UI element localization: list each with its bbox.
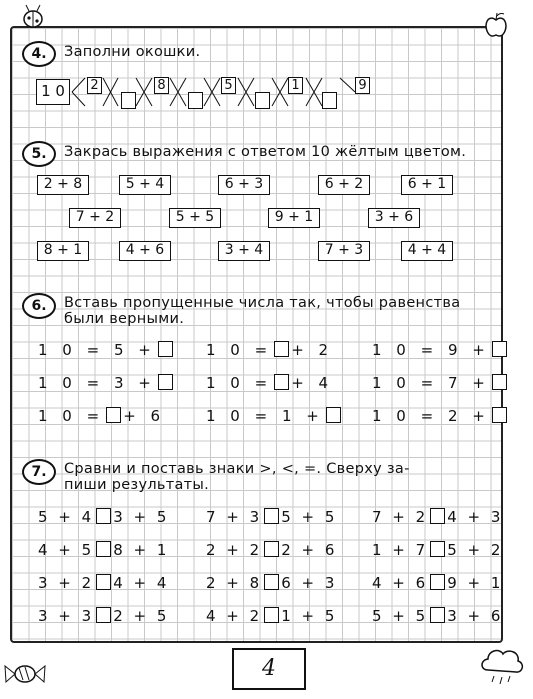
sign-box[interactable]	[264, 574, 279, 590]
task-7-title-line1: Сравни и поставь знаки >, <, =. Сверху за-	[64, 461, 410, 477]
sign-box[interactable]	[96, 574, 111, 590]
expression[interactable]: 2 + 8	[37, 175, 89, 195]
chain-cell-5[interactable]: 5	[221, 77, 236, 94]
task-5-title: Закрась выражения с ответом 10 жёлтым цветом.	[64, 144, 467, 160]
sign-box[interactable]	[96, 508, 111, 524]
expression[interactable]: 8 + 1	[37, 241, 89, 261]
answer-box[interactable]	[274, 374, 289, 390]
comparison: 7 + 3 5 + 5	[206, 508, 338, 526]
sign-box[interactable]	[96, 607, 111, 623]
expression[interactable]: 6 + 3	[218, 175, 270, 195]
comparison: 4 + 2 1 + 5	[206, 607, 338, 625]
task-7-number: 7.	[22, 459, 56, 485]
equation: 1 0 = 2 +	[372, 407, 509, 425]
comparison: 4 + 6 9 + 1	[372, 574, 504, 592]
expression[interactable]: 9 + 1	[268, 208, 320, 228]
equation: 1 0 = + 6	[38, 407, 166, 425]
equation: 1 0 = 1 +	[206, 407, 343, 425]
expression[interactable]: 3 + 4	[218, 241, 270, 261]
answer-box[interactable]	[492, 374, 507, 390]
apple-icon	[482, 10, 510, 40]
expression[interactable]: 7 + 3	[318, 241, 370, 261]
equation: 1 0 = 3 +	[38, 374, 175, 392]
expression[interactable]: 7 + 2	[69, 208, 121, 228]
answer-box[interactable]	[158, 374, 173, 390]
equation: 1 0 = + 4	[206, 374, 334, 392]
expression[interactable]: 6 + 2	[318, 175, 370, 195]
chain-cell-4[interactable]	[188, 92, 203, 109]
sign-box[interactable]	[430, 541, 445, 557]
task-6-title-line1: Вставь пропущенные числа так, чтобы равенства	[64, 295, 461, 311]
comparison: 1 + 7 5 + 2	[372, 541, 504, 559]
comparison: 2 + 2 2 + 6	[206, 541, 338, 559]
expression[interactable]: 4 + 6	[119, 241, 171, 261]
candy-icon	[2, 656, 48, 692]
sign-box[interactable]	[264, 607, 279, 623]
comparison: 2 + 8 6 + 3	[206, 574, 338, 592]
sign-box[interactable]	[264, 508, 279, 524]
equation: 1 0 = 5 +	[38, 341, 175, 359]
equation: 1 0 = 9 +	[372, 341, 509, 359]
comparison: 5 + 4 3 + 5	[38, 508, 170, 526]
task-7-title-line2: пиши результаты.	[64, 477, 210, 493]
chain-cell-1[interactable]: 2	[87, 77, 102, 94]
sign-box[interactable]	[430, 574, 445, 590]
cloud-icon	[478, 640, 526, 690]
equation: 1 0 = + 2	[206, 341, 334, 359]
page-number: 4	[232, 648, 306, 690]
chain-cell-7[interactable]: 1	[288, 77, 303, 94]
expression[interactable]: 6 + 1	[401, 175, 453, 195]
answer-box[interactable]	[274, 341, 289, 357]
task-6-title-line2: были верными.	[64, 311, 185, 327]
chain-start: 1 0	[36, 79, 70, 105]
comparison: 3 + 2 4 + 4	[38, 574, 170, 592]
comparison: 5 + 5 3 + 6	[372, 607, 504, 625]
task-4-number: 4.	[22, 41, 56, 67]
expression[interactable]: 5 + 4	[119, 175, 171, 195]
task-5-number: 5.	[22, 141, 56, 167]
sign-box[interactable]	[430, 508, 445, 524]
answer-box[interactable]	[158, 341, 173, 357]
task-4-title: Заполни окошки.	[64, 44, 201, 60]
comparison: 3 + 3 2 + 5	[38, 607, 170, 625]
comparison: 4 + 5 8 + 1	[38, 541, 170, 559]
chain-cell-8[interactable]	[322, 92, 337, 109]
chain-cell-9[interactable]: 9	[355, 77, 370, 94]
answer-box[interactable]	[492, 407, 507, 423]
expression[interactable]: 4 + 4	[401, 241, 453, 261]
ladybug-icon	[20, 2, 46, 30]
task-6-number: 6.	[22, 293, 56, 319]
chain-cell-6[interactable]	[255, 92, 270, 109]
expression[interactable]: 5 + 5	[169, 208, 221, 228]
answer-box[interactable]	[326, 407, 341, 423]
sign-box[interactable]	[96, 541, 111, 557]
answer-box[interactable]	[492, 341, 507, 357]
answer-box[interactable]	[106, 407, 121, 423]
chain-cell-3[interactable]: 8	[154, 77, 169, 94]
sign-box[interactable]	[264, 541, 279, 557]
expression[interactable]: 3 + 6	[368, 208, 420, 228]
sign-box[interactable]	[430, 607, 445, 623]
equation: 1 0 = 7 +	[372, 374, 509, 392]
comparison: 7 + 2 4 + 3	[372, 508, 504, 526]
chain-cell-2[interactable]	[121, 92, 136, 109]
